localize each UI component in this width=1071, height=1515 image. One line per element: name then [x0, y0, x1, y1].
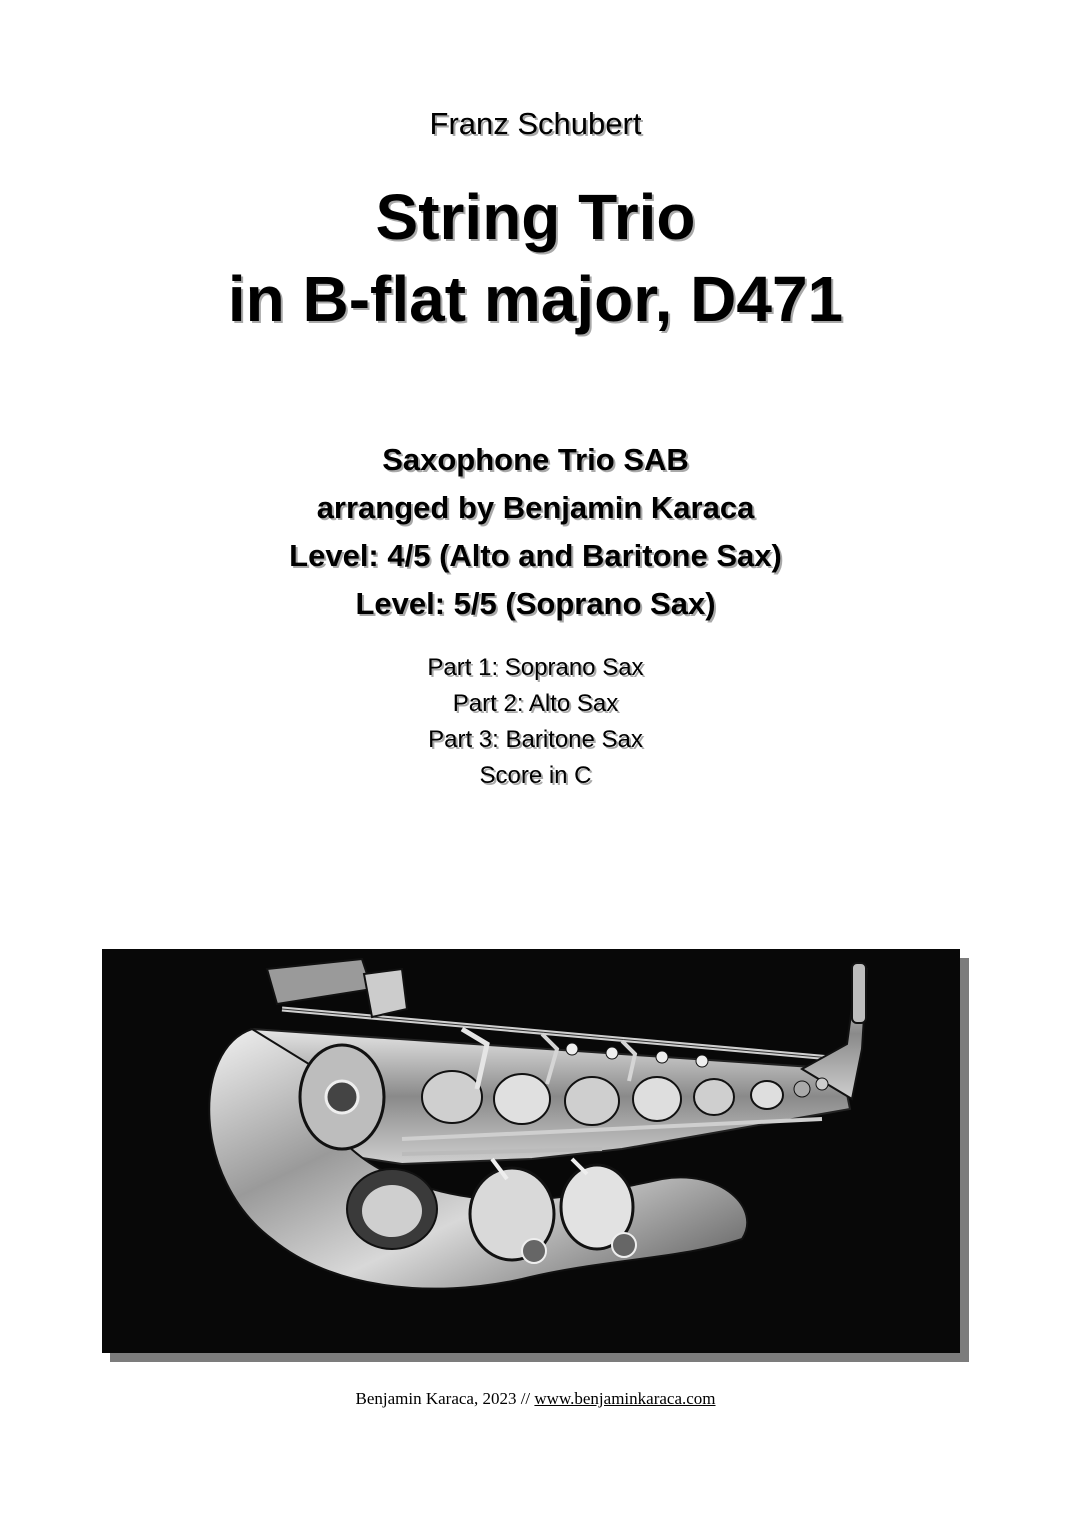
composer-name: Franz Schubert — [429, 106, 642, 141]
footer-credit — [0, 1388, 1071, 1410]
parts-list — [0, 650, 1071, 794]
level-alto-baritone: Level: 4/5 (Alto and Baritone Sax) — [289, 538, 782, 573]
arranger-label: arranged by Benjamin Karaca — [316, 490, 755, 525]
part-item: Score in C — [479, 762, 592, 789]
part-item: Part 1: Soprano Sax — [427, 654, 644, 681]
ensemble-label: Saxophone Trio SAB — [382, 442, 689, 477]
part-item: Part 2: Alto Sax — [452, 690, 619, 717]
title-line-1: String Trio — [375, 181, 696, 253]
website-link[interactable]: www.benjaminkaraca.com — [534, 1389, 716, 1408]
page-title — [0, 176, 1071, 340]
level-soprano: Level: 5/5 (Soprano Sax) — [355, 586, 716, 621]
arrangement-info — [0, 436, 1071, 628]
saxophone-image — [102, 949, 960, 1353]
part-item: Part 3: Baritone Sax — [428, 726, 643, 753]
saxophone-illustration — [102, 949, 960, 1353]
footer-credit-text: Benjamin Karaca, 2023 // — [355, 1389, 535, 1408]
title-line-2: in B-flat major, D471 — [227, 263, 844, 335]
